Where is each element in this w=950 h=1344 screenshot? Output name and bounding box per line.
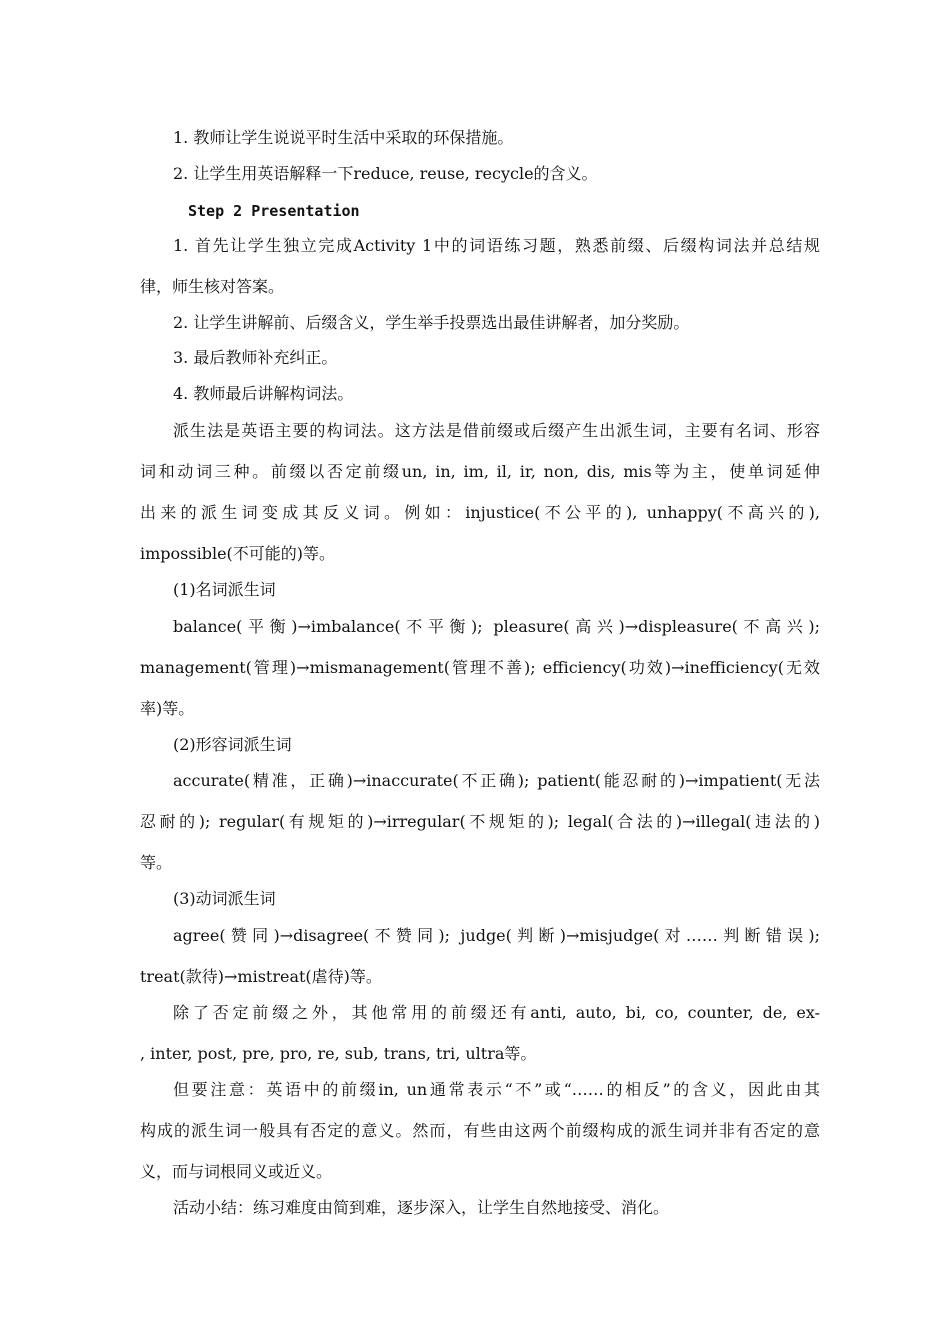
text-line: 率)等。 xyxy=(140,699,195,718)
text-line: 忍耐的); regular(有规矩的)→irregular(不规矩的); legal(合法的)→illegal(违法的) xyxy=(140,812,820,831)
text-line: 律，师生核对答案。 xyxy=(140,277,285,296)
text-line: agree(赞同)→disagree(不赞同); judge(判断)→misjudge(对……判断错误); xyxy=(173,926,820,945)
text-line: accurate(精准，正确)→inaccurate(不正确); patient(能忍耐的)→impatient(无法 xyxy=(173,771,820,790)
text-line: balance(平衡)→imbalance(不平衡); pleasure(高兴)→displeasure(不高兴); xyxy=(173,617,820,636)
text-line: 活动小结：练习难度由简到难，逐步深入，让学生自然地接受、消化。 xyxy=(173,1198,670,1217)
text-line: 1. 教师让学生说说平时生活中采取的环保措施。 xyxy=(173,128,514,147)
text-line: 但要注意：英语中的前缀in, un通常表示“不”或“……的相反”的含义，因此由其 xyxy=(173,1080,820,1099)
text-line: 2. 让学生用英语解释一下reduce, reuse, recycle的含义。 xyxy=(173,164,598,183)
text-line: impossible(不可能的)等。 xyxy=(140,544,336,563)
text-line: 1. 首先让学生独立完成Activity 1中的词语练习题，熟悉前缀、后缀构词法并总结规 xyxy=(173,236,820,255)
text-line: 等。 xyxy=(140,853,173,872)
text-line: 义，而与词根同义或近义。 xyxy=(140,1162,333,1181)
subheading: (1)名词派生词 xyxy=(173,580,276,599)
text-line: management(管理)→mismanagement(管理不善); efficiency(功效)→inefficiency(无效 xyxy=(140,658,820,677)
text-line: 4. 教师最后讲解构词法。 xyxy=(173,384,354,403)
subheading: (2)形容词派生词 xyxy=(173,735,292,754)
text-line: , inter, post, pre, pro, re, sub, trans, tri, ultra等。 xyxy=(140,1044,537,1063)
text-line: 出来的派生词变成其反义词。例如：injustice(不公平的), unhappy(不高兴的), xyxy=(140,503,820,522)
section-heading: Step 2 Presentation xyxy=(188,202,360,220)
text-line: 词和动词三种。前缀以否定前缀un, in, im, il, ir, non, dis, mis等为主，使单词延伸 xyxy=(140,462,820,481)
subheading: (3)动词派生词 xyxy=(173,889,276,908)
text-line: 构成的派生词一般具有否定的意义。然而，有些由这两个前缀构成的派生词并非有否定的意 xyxy=(140,1121,820,1140)
text-line: 派生法是英语主要的构词法。这方法是借前缀或后缀产生出派生词，主要有名词、形容 xyxy=(173,421,820,440)
text-line: 除了否定前缀之外，其他常用的前缀还有anti, auto, bi, co, counter, de, ex- xyxy=(173,1003,820,1022)
text-line: 3. 最后教师补充纠正。 xyxy=(173,348,338,367)
text-line: treat(款待)→mistreat(虐待)等。 xyxy=(140,967,382,986)
text-line: 2. 让学生讲解前、后缀含义，学生举手投票选出最佳讲解者，加分奖励。 xyxy=(173,313,690,332)
